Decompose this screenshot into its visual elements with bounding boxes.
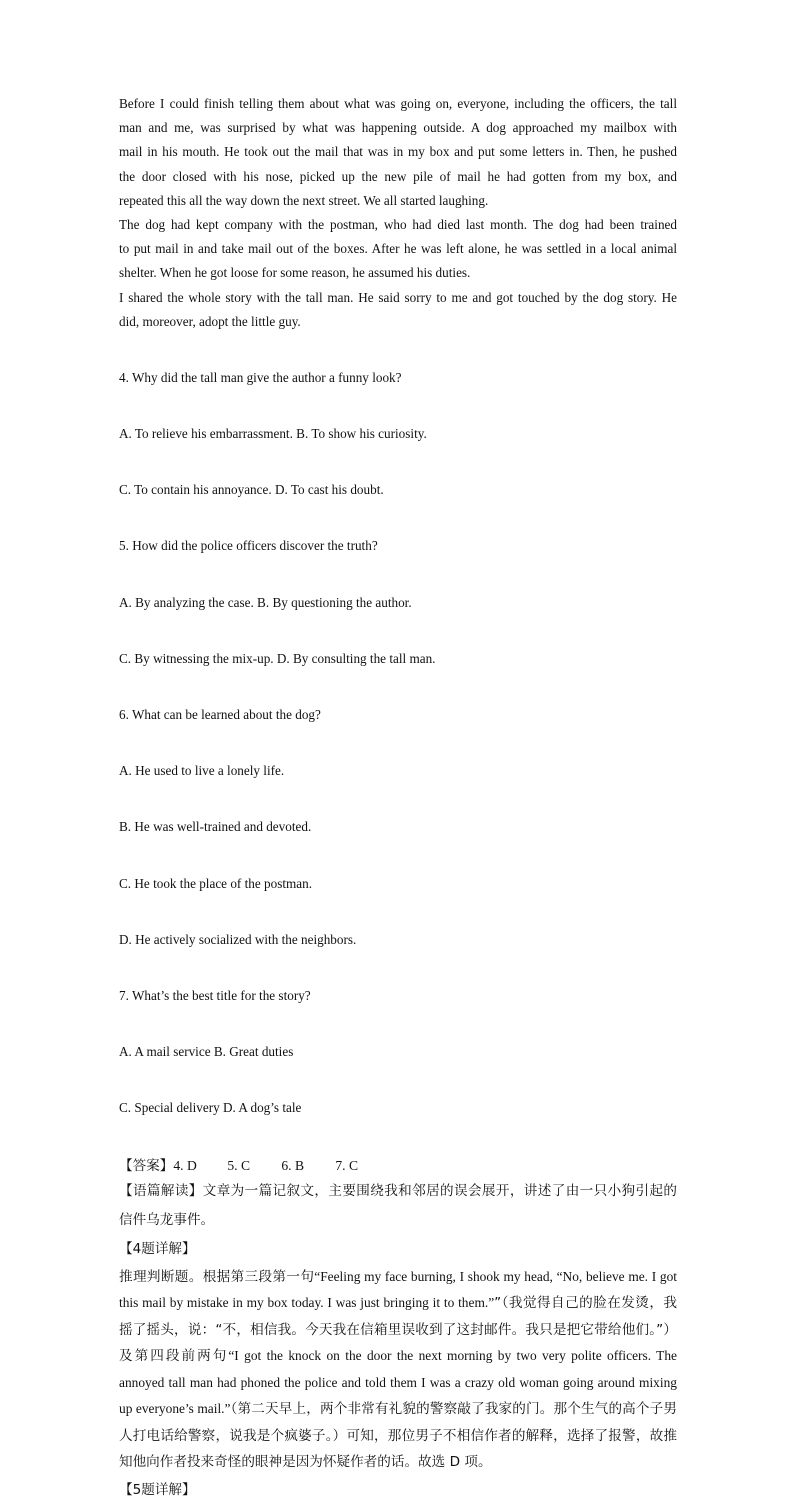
passage-line: Before I could finish telling them about what was going on, everyone, including the officers, the tall bbox=[119, 96, 677, 111]
question-stem: 7. What’s the best title for the story? bbox=[119, 987, 311, 1003]
question-option: D. He actively socialized with the neighbors. bbox=[119, 931, 357, 947]
detail-quote: “I got the knock on the door the next morning by two very polite officers. The annoyed tall man had phoned the police and told them I was a crazy old woman going around mixing up everyone’s mail.” bbox=[119, 1348, 677, 1416]
passage-line: repeated this all the way down the next street. We all started laughing. bbox=[119, 192, 489, 208]
answer-item: 4. D bbox=[173, 1157, 197, 1173]
question-option: A. He used to live a lonely life. bbox=[119, 763, 285, 779]
detail-4 bbox=[119, 1235, 677, 1476]
analysis-line: 【语篇解读】文章为一篇记叙文，主要围绕我和邻居的误会展开，讲述了由一只小狗引起的 bbox=[119, 1182, 677, 1199]
document-page bbox=[119, 92, 677, 1505]
analysis-line: 信件乌龙事件。 bbox=[119, 1211, 215, 1228]
detail-text: ”（我觉得自己的脸在发烫，我摇了摇头，说：“不，相信我。今天我在信箱里误收到了这封邮件。我只是把它带给他们。”）及第四段前两句 bbox=[119, 1295, 677, 1364]
passage-line: mail in his mouth. He took out the mail that was in my box and put some letters in. Then, he pushed bbox=[119, 144, 677, 160]
answer-item: 7. C bbox=[335, 1157, 359, 1173]
questions bbox=[119, 334, 677, 1153]
detail-5 bbox=[119, 1476, 677, 1505]
answer-item: 5. C bbox=[227, 1157, 251, 1173]
question-option: C. By witnessing the mix-up. D. By consulting the tall man. bbox=[119, 650, 436, 666]
passage-line: the door closed with his nose, picked up the new pile of mail he had gotten from my box, and bbox=[119, 168, 677, 184]
passage-line: shelter. When he got loose for some reason, he assumed his duties. bbox=[119, 265, 471, 281]
detail-quote: “Feeling my face burning, I shook my head, “No, believe me. I got this mail by mistake in my box today. I was just bringing it to them.” bbox=[119, 1268, 678, 1310]
passage bbox=[119, 92, 677, 334]
answer-label: 【答案】 bbox=[119, 1157, 174, 1174]
passage-line: I shared the whole story with the tall man. He said sorry to me and got touched by the dog story. He bbox=[119, 289, 677, 305]
question-option: A. By analyzing the case. B. By questioning the author. bbox=[119, 594, 412, 610]
detail-text: 推理判断题。根据第三段第一句 bbox=[119, 1268, 315, 1285]
question-option: A. A mail service B. Great duties bbox=[119, 1044, 294, 1060]
question-option: C. To contain his annoyance. D. To cast his doubt. bbox=[119, 482, 384, 498]
detail-heading: 【5题详解】 bbox=[119, 1481, 196, 1498]
answer-line bbox=[119, 1153, 677, 1177]
question-stem: 5. How did the police officers discover the truth? bbox=[119, 538, 378, 554]
passage-line: to put mail in and take mail out of the boxes. After he was left alone, he was settled in a local animal bbox=[119, 241, 677, 257]
question-option: C. He took the place of the postman. bbox=[119, 875, 313, 891]
detail-body bbox=[119, 1264, 677, 1476]
answer-item: 6. B bbox=[281, 1157, 305, 1173]
passage-line: man and me, was surprised by what was happening outside. A dog approached my mailbox with bbox=[119, 120, 677, 136]
passage-analysis bbox=[119, 1177, 677, 1235]
question-option: C. Special delivery D. A dog’s tale bbox=[119, 1100, 302, 1116]
question-stem: 6. What can be learned about the dog? bbox=[119, 707, 321, 722]
question-option: B. He was well-trained and devoted. bbox=[119, 819, 312, 835]
question-option: A. To relieve his embarrassment. B. To show his curiosity. bbox=[119, 426, 427, 442]
passage-line: The dog had kept company with the postman, who had died last month. The dog had been trained bbox=[119, 216, 677, 232]
detail-text: （第二天早上，两个非常有礼貌的警察敲了我家的门。那个生气的高个子男人打电话给警察，说我是个疯婆子。）可知，那位男子不相信作者的解释，选择了报警，故推知他向作者投来奇怪的眼神是因为怀疑作者的话。故选 D 项。 bbox=[119, 1401, 677, 1470]
question-stem: 4. Why did the tall man give the author a funny look? bbox=[119, 369, 402, 385]
passage-line: did, moreover, adopt the little guy. bbox=[119, 313, 301, 329]
detail-heading: 【4题详解】 bbox=[119, 1240, 196, 1257]
